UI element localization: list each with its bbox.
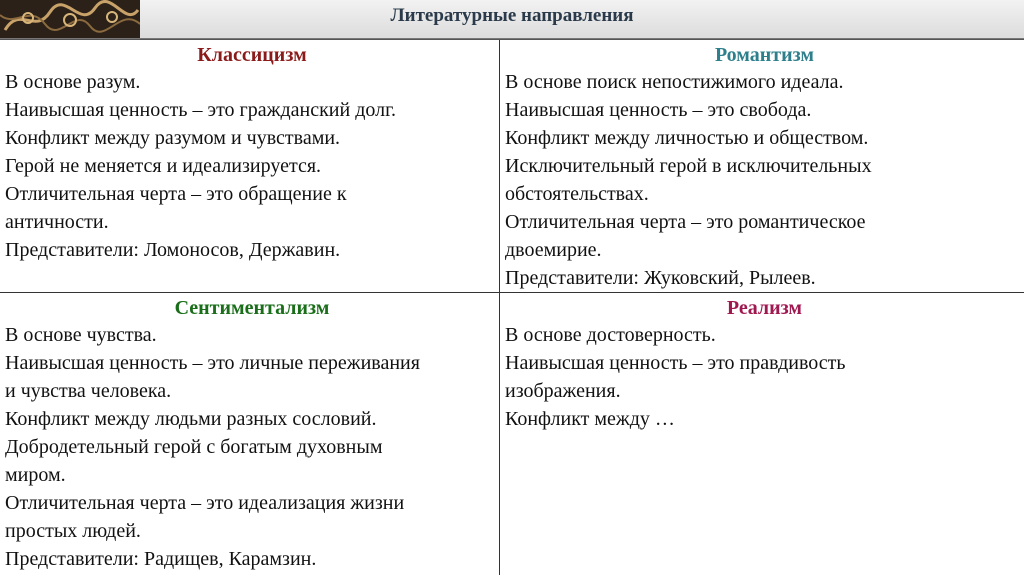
text-line: Наивысшая ценность – это свобода. [505,99,812,121]
text-line: Представители: Ломоносов, Державин. [5,239,341,261]
text-line: В основе достоверность. [505,324,716,346]
text-line: Наивысшая ценность – это правдивость [505,352,846,374]
text-line: Конфликт между людьми разных сословий. [5,408,377,430]
cell-romanticism [500,40,1024,293]
cell-realism [500,293,1024,575]
realism-lines [505,321,1024,433]
classicism-lines [5,68,499,264]
heading-classicism: Классицизм [197,44,307,66]
text-line: Герой не меняется и идеализируется. [5,155,322,177]
text-line: В основе чувства. [5,324,157,346]
text-line: Конфликт между личностью и обществом. [505,127,869,149]
text-line: миром. [5,464,66,486]
romanticism-lines [505,68,1024,292]
text-line: Отличительная черта – это обращение к [5,183,347,205]
cell-sentimentalism [0,293,500,575]
text-line: Добродетельный герой с богатым духовным [5,436,383,458]
text-line: Наивысшая ценность – это личные переживания [5,352,420,374]
text-line: обстоятельствах. [505,183,649,205]
text-line: Наивысшая ценность – это гражданский долг. [5,99,397,121]
page-title: Литературные направления [390,5,634,26]
text-line: В основе поиск непостижимого идеала. [505,71,844,93]
cell-classicism [0,40,500,293]
directions-table [0,39,1024,575]
text-line: двоемирие. [505,239,602,261]
sentimentalism-lines [5,321,499,573]
heading-romanticism: Романтизм [714,44,815,66]
text-line: Отличительная черта – это идеализация жизни [5,492,405,514]
text-line: Исключительный герой в исключительных [505,155,872,177]
text-line: изображения. [505,380,621,402]
text-line: и чувства человека. [5,380,172,402]
text-line: античности. [5,211,109,233]
text-line: В основе разум. [5,71,141,93]
slide-header [0,0,1024,39]
text-line: Представители: Жуковский, Рылеев. [505,267,816,289]
heading-sentimentalism: Сентиментализм [174,297,330,319]
text-line: Конфликт между … [505,408,675,430]
text-line: Конфликт между разумом и чувствами. [5,127,341,149]
text-line: Отличительная черта – это романтическое [505,211,866,233]
text-line: Представители: Радищев, Карамзин. [5,548,317,570]
text-line: простых людей. [5,520,141,542]
heading-realism: Реализм [726,297,803,319]
